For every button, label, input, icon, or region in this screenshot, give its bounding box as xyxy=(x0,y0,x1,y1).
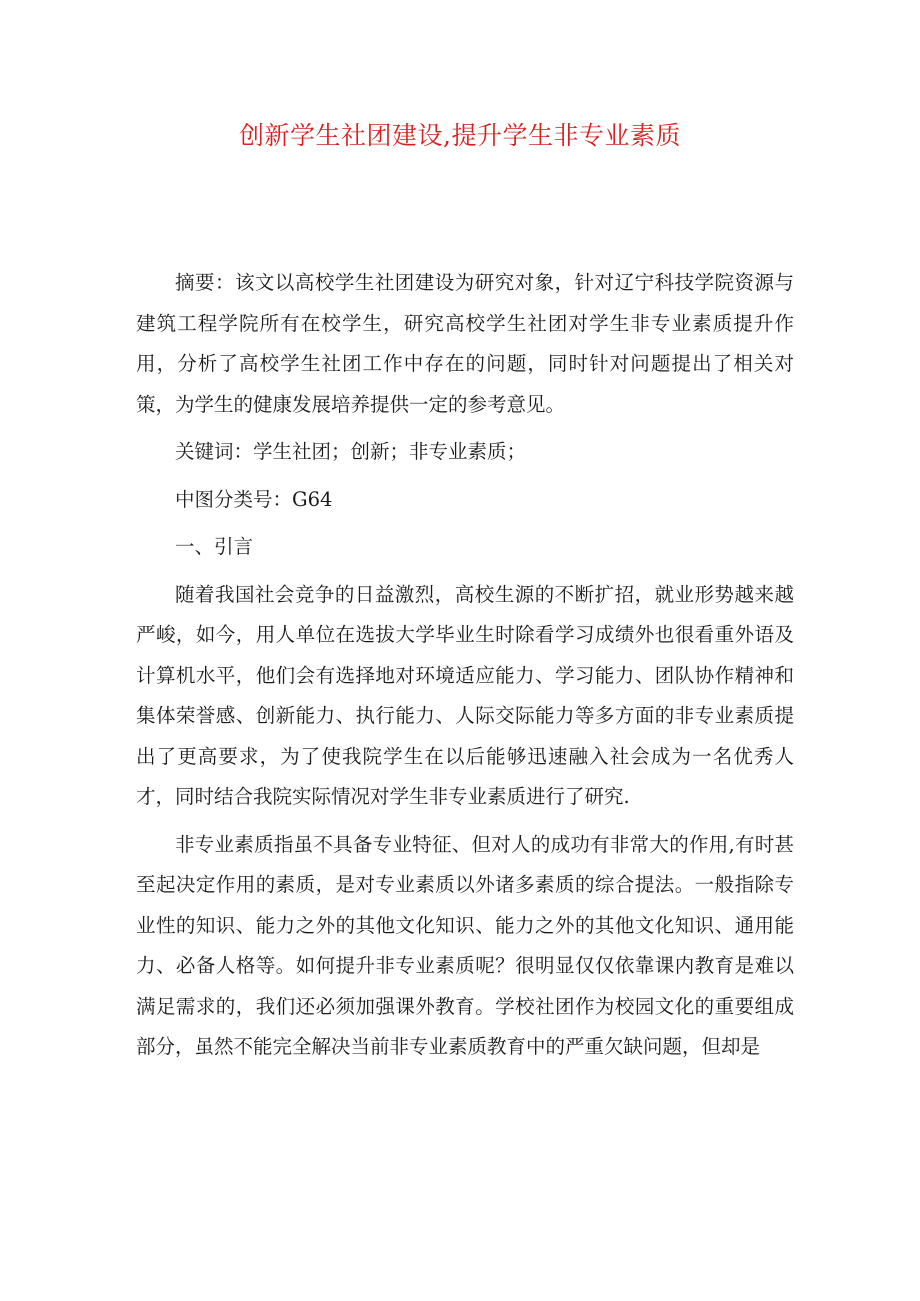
body-paragraph: 随着我国社会竞争的日益激烈，高校生源的不断扩招，就业形势越来越严峻，如今，用人单位在选拔大学毕业生时除看学习成绩外也很看重外语及计算机水平，他们会有选择地对环境适应能力、学习能力、团队协作精神和集体荣誉感、创新能力、执行能力、人际交际能力等多方面的非专业素质提出了更高要求，为了使我院学生在以后能够迅速融入社会成为一名优秀人才，同时结合我院实际情况对学生非专业素质进行了研究. xyxy=(136,582,794,808)
body-paragraph: 非专业素质指虽不具备专业特征、但对人的成功有非常大的作用,有时甚至起决定作用的素质，是对专业素质以外诸多素质的综合提法。一般指除专业性的知识、能力之外的其他文化知识、能力之外的其他文化知识、通用能力、必备人格等。如何提升非专业素质呢？很明显仅仅依靠课内教育是难以满足需求的，我们还必须加强课外教育。学校社团作为校园文化的重要组成部分，虽然不能完全解决当前非专业素质教育中的严重欠缺问题，但却是 xyxy=(136,832,794,1058)
section-heading: 一、引言 xyxy=(175,535,254,558)
document-body xyxy=(136,263,794,1075)
document-title: 创新学生社团建设,提升学生非专业素质 xyxy=(239,121,681,150)
classification-paragraph: 中图分类号：G64 xyxy=(175,487,333,511)
keywords-paragraph: 关键词：学生社团；创新；非专业素质； xyxy=(175,440,527,463)
abstract-paragraph: 摘要：该文以高校学生社团建设为研究对象，针对辽宁科技学院资源与建筑工程学院所有在校学生，研究高校学生社团对学生非专业素质提升作用，分析了高校学生社团工作中存在的问题，同时针对问题提出了相关对策，为学生的健康发展培养提供一定的参考意见。 xyxy=(136,271,794,416)
